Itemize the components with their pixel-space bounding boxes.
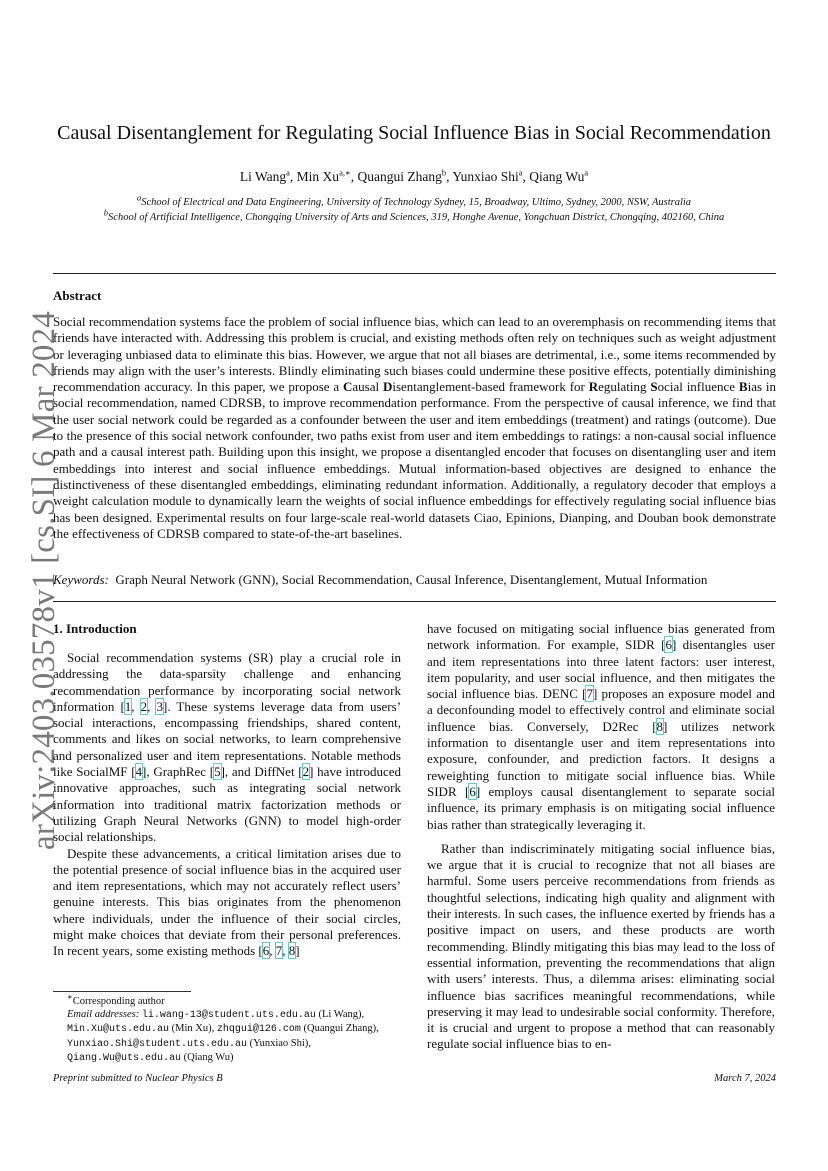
email-link[interactable]: li.wang-13@student.uts.edu.au: [141, 1010, 316, 1022]
abstract-part-1: Social recommendation systems face the problem of social influence bias, which can lead to an overemphasis on recommending items that friends have interacted with. Addressing this problem is crucial, and existing methods often rely on techniques such as weight adjustment or leveraging unbiased data to eliminate this bias. However, we argue that not all biases are detrimental, i.e., some items recommended by friends may align with the user’s interests. Blindly eliminating such biases could undermine these positive effects, potentially diminishing recommendation accuracy. In this paper, we propose a: [53, 314, 776, 395]
author-name: Qiang Wu: [529, 169, 585, 184]
keywords-label: Keywords:: [53, 572, 109, 587]
author-affiliation-marker: a,∗: [339, 167, 351, 178]
acronym-letter: S: [650, 379, 658, 395]
email-link[interactable]: Yunxiao.Shi@student.uts.edu.au: [67, 1038, 248, 1050]
author-affiliation-marker: a: [286, 167, 290, 178]
author-affiliation-marker: a: [518, 167, 523, 178]
section-heading: 1. Introduction: [53, 621, 137, 636]
author-name: Quangui Zhang: [357, 169, 442, 184]
footnote-rule: [53, 991, 191, 992]
citation-link[interactable]: 1: [124, 698, 132, 714]
citation-link[interactable]: 8: [288, 943, 296, 959]
arxiv-stamp: arXiv:2403.03578v1 [cs.SI] 6 Mar 2024: [26, 311, 62, 850]
citation-link[interactable]: 6: [469, 783, 476, 799]
footer-date: March 7, 2024: [714, 1073, 776, 1084]
citation-link[interactable]: 7: [586, 686, 593, 702]
acronym-letter: D: [382, 379, 393, 395]
acronym-letter: R: [588, 379, 599, 395]
footer-venue: Preprint submitted to Nuclear Physics B: [53, 1073, 223, 1084]
footnote: ∗Corresponding author Email addresses: li.wang-13@student.uts.edu.au (Li Wang), Min.Xu@uts.edu.au (Min Xu), zhqgui@126.com (Quangui Zhang), Yunxiao.Shi@student.uts.edu.au (Yunxiao Shi), Qiang.Wu@uts.edu.au (Qiang Wu): [53, 995, 401, 1065]
affiliation-b: [40, 207, 788, 223]
abstract-body: [53, 314, 776, 542]
intro-paragraph-1: Social recommendation systems (SR) play a crucial role in addressing the data-sparsity challenge and enhancing recommendation performance by incorporating social network information [1, 2, 3]. These systems leverage data from users’ social interactions, encompassing friendships, shared content, comments and likes on social networks, to learn comprehensive and personalized user and item representations. Notable methods like SocialMF [4], GraphRec [5], and DiffNet [2] have introduced innovative approaches, such as integrating social network information into traditional matrix factorization methods or utilizing Graph Neural Networks (GNN) to model high-order social relationships.: [53, 650, 402, 845]
top-rule: [53, 273, 776, 274]
paper-title: Causal Disentanglement for Regulating Social Influence Bias in Social Recommendation: [57, 122, 771, 144]
citation-link[interactable]: 6: [262, 943, 270, 959]
affiliation-b-text: School of Artificial Intelligence, Chongqing University of Arts and Sciences, 319, Honghe Avenue, Yongchuan District, Chongqing, 402160, China: [108, 212, 725, 223]
affiliation-b-marker: b: [103, 207, 109, 218]
affiliation-a: [40, 192, 788, 208]
citation-link[interactable]: 3: [156, 698, 163, 714]
intro-paragraph-2: Despite these advancements, a critical limitation arises due to the potential presence of social influence bias in the acquired user and item representations, which may not accurately reflect users’ genuine interests. This bias originates from the phenomenon where individuals, under the influence of their social circles, might make choices that deviate from their personal preferences. In recent years, some existing methods [6, 7, 8]: [53, 845, 401, 959]
email-link[interactable]: Min.Xu@uts.edu.au: [67, 1024, 170, 1036]
citation-link[interactable]: 5: [214, 764, 221, 780]
abstract-part-2: to improve recommendation performance. From the perspective of causal inference, we find that the user social network could be regarded as a confounder between the user and item embeddings (treatment) and ratings (outcome). Due to the presence of this social network confounder, two paths exist from user and item embeddings to ratings: a non-causal social influence path and a causal interest path. Building upon this insight, we propose a disentangled encoder that focuses on disentangling user and item embeddings into interest and social influence embeddings. Mutual information-based objectives are designed to enhance the distinctiveness of these disentangled embeddings, eliminating redundant information. Additionally, a regulatory decoder that employs a weight calculation module to dynamically learn the weights of social influence embeddings for effectively regulating social influence bias has been designed. Experimental results on four large-scale real-world datasets Ciao, Epinions, Dianping, and Douban book demonstrate the effectiveness of CDRSB compared to state-of-the-art baselines.: [53, 395, 776, 541]
citation-link[interactable]: 2: [302, 764, 310, 780]
corresponding-author-note: Corresponding author: [72, 996, 165, 1007]
affiliation-a-marker: a: [136, 192, 142, 203]
acronym-letter: B: [738, 379, 748, 395]
author-name: Yunxiao Shi: [452, 169, 519, 184]
keywords-text: Graph Neural Network (GNN), Social Recommendation, Causal Inference, Disentanglement, Mutual Information: [115, 572, 708, 587]
abstract-bottom-rule: [53, 601, 776, 602]
email-link[interactable]: Qiang.Wu@uts.edu.au: [67, 1052, 182, 1064]
author-name: Min Xu: [296, 169, 340, 184]
left-column: [53, 650, 401, 960]
citation-link[interactable]: 8: [656, 718, 664, 734]
abstract-heading: Abstract: [53, 288, 102, 303]
intro-paragraph-3: have focused on mitigating social influence bias generated from network information. For example, SIDR [6] disentangles user and item representations into three latent factors: user interest, item popularity, and user social influence, and then mitigates the social influence bias. DENC [7] proposes an exposure model and a deconfounding model to effectively control and eliminate social influence bias. Conversely, D2Rec [8] utilizes network information to disentangle user and item representations into exposure, confounder, and prediction factors. It designs a reweighting function to mitigate social influence bias. While SIDR [6] employs causal disentanglement to separate social influence, its primary emphasis is on mitigating social influence bias rather than strategically leveraging it.: [427, 621, 776, 832]
framework-name: Causal Disentanglement-based framework for Regulating Social influence Bias in social recommendation, named CDRSB,: [53, 379, 776, 411]
right-column: [427, 621, 775, 1053]
citation-link[interactable]: 4: [135, 764, 143, 780]
affiliation-a-text: School of Electrical and Data Engineering, University of Technology Sydney, 15, Broadway, Ultimo, Sydney, 2000, NSW, Australia: [141, 197, 692, 208]
author-name: Li Wang: [239, 169, 287, 184]
citation-link[interactable]: 7: [275, 943, 283, 959]
keywords-line: [53, 572, 776, 588]
email-link[interactable]: zhqgui@126.com: [216, 1024, 301, 1036]
citation-link[interactable]: 2: [140, 698, 148, 714]
email-label: Email addresses:: [67, 1009, 142, 1021]
author-affiliation-marker: a: [584, 167, 589, 178]
citation-link[interactable]: 6: [665, 637, 672, 653]
author-list: Li Wang$^a$, Min $Xu^{a,∗}$, Quangui Zhang$^b$, Yunxiao Shi$^a$, Qiang Wu$^a$: [239, 167, 589, 184]
email-addresses: Email addresses: li.wang-13@student.uts.edu.au (Li Wang), Min.Xu@uts.edu.au (Min Xu), zhqgui@126.com (Quangui Zhang), Yunxiao.Shi@student.uts.edu.au (Yunxiao Shi), Qiang.Wu@uts.edu.au (Qiang Wu): [67, 1009, 379, 1064]
acronym-letter: C: [343, 379, 353, 395]
intro-paragraph-4: Rather than indiscriminately mitigating social influence bias, we argue that it is crucial to recognize that not all biases are harmful. Some users perceive recommendations from friends as thoughtful selections, indicating high quality and alignment with their interests. In such cases, the influence exerted by friends has a positive impact on users, and these products are worth recommending. Blindly mitigating this bias may lead to the loss of essential information, preventing the recommendations that align with users’ interests. Thus, a dilemma arises: eliminating social influence bias sacrifices meaningful recommendations, while preserving it may lead to undesirable social conformity. Therefore, it is crucial and urgent to propose a method that can reasonably regulate social influence bias to en-: [427, 840, 775, 1052]
author-affiliation-marker: b: [441, 167, 447, 178]
